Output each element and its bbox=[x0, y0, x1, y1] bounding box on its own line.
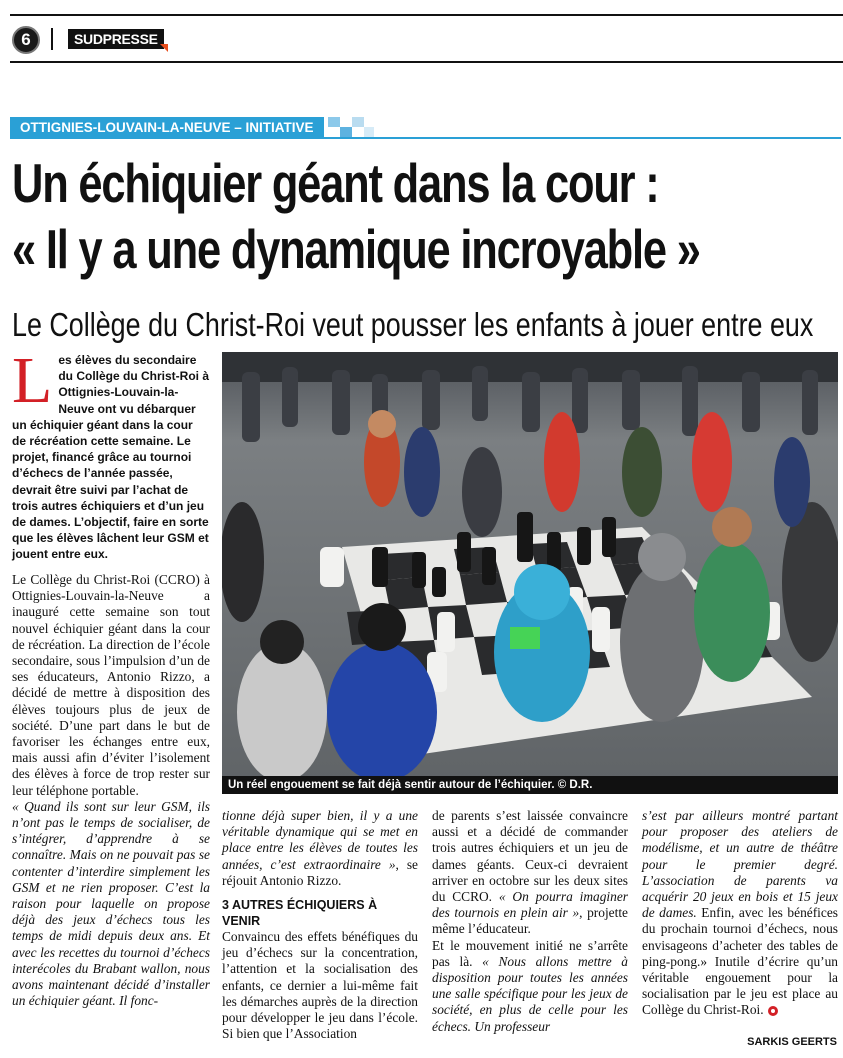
header-bottom-rule bbox=[10, 61, 843, 63]
article-headline bbox=[12, 150, 700, 282]
section-subhead: 3 AUTRES ÉCHIQUIERS À VENIR bbox=[222, 898, 378, 929]
headline-line-2: « Il y a une dynamique incroyable » bbox=[12, 218, 700, 280]
header-top-rule bbox=[10, 14, 843, 16]
body-column-3 bbox=[432, 808, 628, 1035]
body-paragraph: Convaincu des effets bénéfiques du jeu d’échecs sur la concentration, l’attention et la socialisation des enfants, ce dernier a lui-même fait les démarches auprès de la direction pour développer le jeu dans l’école. Si bien que l’Association bbox=[222, 929, 418, 1042]
body-text: , projette même l’éducateur. bbox=[432, 905, 629, 937]
article-lead bbox=[12, 344, 210, 563]
author-byline: SARKIS GEERTS bbox=[747, 1036, 837, 1048]
body-column-1 bbox=[12, 572, 210, 1009]
kicker-label: OTTIGNIES-LOUVAIN-LA-NEUVE – INITIATIVE bbox=[10, 117, 324, 139]
quote-text: « On pourra imaginer des tournois en plein air » bbox=[432, 889, 628, 921]
photo-caption: Un réel engouement se fait déjà sentir autour de l’échiquier. © D.R. bbox=[222, 776, 838, 794]
body-column-2 bbox=[222, 808, 418, 1042]
page-number-badge: 6 bbox=[12, 26, 40, 54]
body-paragraph bbox=[642, 808, 838, 1019]
body-column-4 bbox=[642, 808, 838, 1019]
drop-cap: L bbox=[12, 344, 53, 417]
body-text: de parents s’est laissée convaincre aussi et a décidé de commander trois autres échiquiers et un jeu de dames géants. Ceux-ci devraient arriver en octobre sur les deux sites du CCRO. bbox=[432, 808, 628, 905]
chessboard-scene-illustration bbox=[222, 352, 838, 794]
quote-text: « Quand ils sont sur leur GSM, ils n’ont pas le temps de socialiser, de s’intégrer, d’apprendre à se connaître. Mais on ne pouvait pas se contenter d’interdire simplement les GSM et ne rien proposer. C’est la raison pour laquelle on propose déjà des jeux d’échecs tous les temps de midi depuis deux ans. Et avec les recettes du tournoi d’échecs interécoles du Brabant wallon, nous avons maintenant décidé d’installer un échiquier géant. Il fonc- bbox=[12, 798, 210, 1009]
quote-text: s’est par ailleurs montré partant pour proposer des ateliers de modélisme, et un autre de théâtre pour le premier degré. L’association de parents va acquérir 20 jeux en bois et 15 jeux de dames. bbox=[642, 808, 838, 921]
body-text: Enfin, avec les bénéfices du prochain tournoi d’échecs, nous envisageons d’acheter des tables de ping-pong.» Inutile d’écrire qu’un véritable engouement pour la socialisation par le jeu est place au Collège du Christ-Roi. bbox=[642, 905, 838, 1018]
quote-text: tionne déjà super bien, il y a une véritable dynamique qui se met en place entre les élèves de toutes les années, c’est extraordinaire » bbox=[222, 808, 418, 872]
article-subtitle: Le Collège du Christ-Roi veut pousser les enfants à jouer entre eux bbox=[12, 306, 814, 343]
headline-line-1: Un échiquier géant dans la cour : bbox=[12, 152, 659, 214]
end-of-article-icon bbox=[768, 1006, 778, 1016]
brand-logo-accent bbox=[160, 44, 168, 52]
body-paragraph bbox=[432, 808, 628, 938]
body-text: Et le mouvement initié ne s’arrête pas là. bbox=[432, 937, 628, 969]
page-header bbox=[10, 14, 843, 64]
quote-text: « Nous allons mettre à disposition pour toutes les années une salle spécifique pour les jeux de société, en plus de celle pour les échecs. Un professeur bbox=[432, 953, 629, 1034]
quote-attribution: , se réjouit Antonio Rizzo. bbox=[222, 856, 419, 888]
body-paragraph bbox=[222, 808, 418, 889]
header-separator bbox=[51, 28, 53, 50]
kicker-decoration bbox=[328, 117, 378, 139]
body-paragraph: Le Collège du Christ-Roi (CCRO) à Ottignies-Louvain-la-Neuve a inauguré cette semaine son tout nouvel échiquier géant dans la cour de récréation. La direction de l’école secondaire, sous l’impulsion d’un de ses éducateurs, Antonio Rizzo, a décidé de mettre à disposition des élèves toujours plus de jeux de société. D’une part dans le but de favoriser les échanges entre eux, mais aussi afin d’éviter l’isolement des élèves à force de trop rester sur leur téléphone portable. bbox=[12, 572, 210, 798]
article-photo bbox=[222, 352, 838, 794]
lead-text: es élèves du secondaire du Collège du Christ-Roi à Ottignies-Louvain-la-Neuve ont vu débarquer un échiquier géant dans la cour de récréation cette semaine. Le projet, financé grâce au tournoi d’échecs de l’année passée, devrait être suivi par l’achat de trois autres échiquiers et d’un jeu de dames. L’objectif, faire en sorte que les élèves lâchent leur GSM et jouent entre eux. bbox=[12, 353, 209, 562]
body-paragraph bbox=[432, 938, 628, 1035]
body-paragraph-quote bbox=[12, 799, 210, 1010]
section-kicker bbox=[10, 117, 841, 139]
brand-logo: SUDPRESSE bbox=[68, 29, 164, 49]
